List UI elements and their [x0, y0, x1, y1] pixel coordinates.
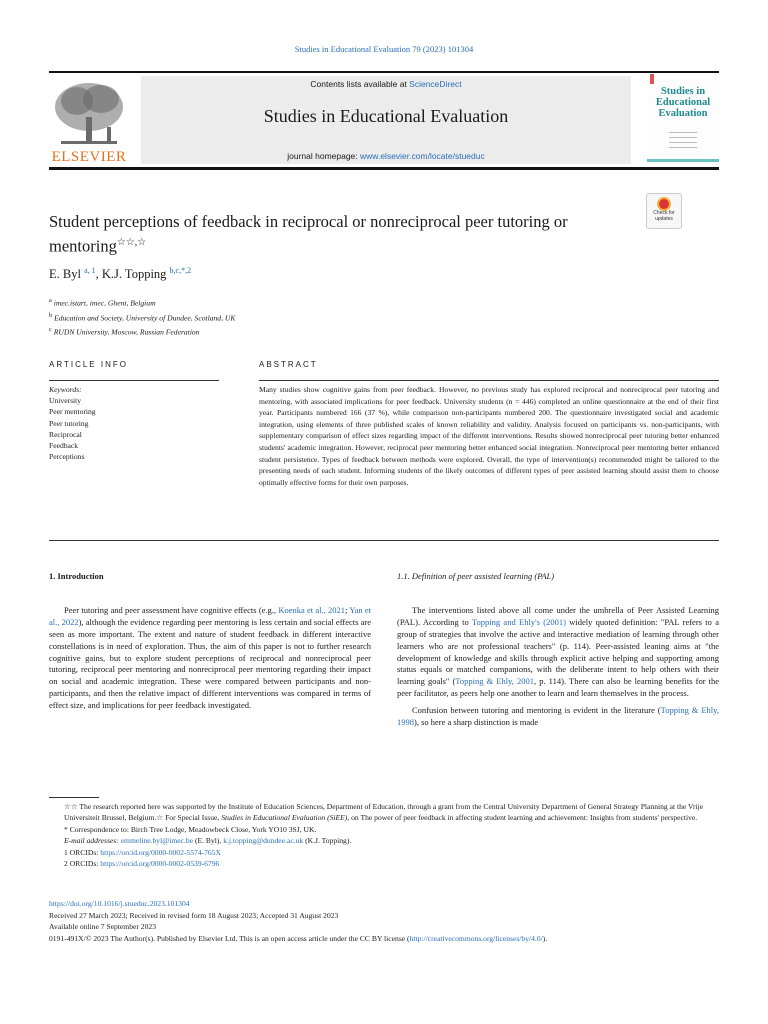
body-paragraph: The interventions listed above all come under the umbrella of Peer Assisted Learning (PAL). According to Topping and Ehly's (2001) widely quoted definition: "PAL refers to a group of strategies that involve the active and interactive mediation of learning through other learners who are not professional teachers" (p. 114). Peer-assisted leaning aims at "the development of knowledge and skills through explicit active helping and supporting among status equals or matched companions, with the deliberate intent to help others with their learning goals" (Topping & Ehly, 2001, p. 114). There can also be learning benefits for the peer facilitator, as peers help one another to learn and learn themselves in the process. [397, 604, 720, 699]
email-link[interactable]: emmeline.byl@imec.be [120, 836, 194, 846]
correspondence-footnote: * Correspondence to: Birch Tree Lodge, Meadowbeck Close, York YO10 3SJ, UK. [64, 824, 317, 834]
contents-prefix: Contents lists available at [310, 79, 410, 89]
affiliation-item: $^c$ RUDN University, Moscow, Russian Federation [49, 326, 200, 337]
license-statement: 0191-491X/© 2023 The Author(s). Published by Elsevier Ltd. This is an open access article under the CC BY license (http://creativecommons.org/licenses/by/4.0/). [49, 933, 548, 943]
orcid-footnote: 2 ORCIDs: https://orcid.org/0000-0002-0539-6796 [64, 859, 220, 869]
journal-reference[interactable]: Studies in Educational Evaluation 79 (2023) 101304 [294, 44, 474, 54]
cover-decoration [669, 132, 697, 152]
available-online-date: Available online 7 September 2023 [49, 922, 156, 931]
masthead-top-rule [49, 71, 719, 73]
journal-masthead [49, 71, 719, 169]
cover-title [647, 86, 719, 119]
body-paragraph: Confusion between tutoring and mentoring is evident in the literature (Topping & Ehly, 1998), so here a sharp distinction is made [397, 705, 719, 728]
check-updates-label: Check for updates [653, 210, 675, 222]
check-updates-icon [657, 197, 671, 211]
body-column-left [49, 571, 371, 712]
article-title [49, 211, 629, 257]
abstract-heading: ABSTRACT [259, 360, 318, 369]
keyword-item: Feedback [49, 441, 79, 451]
publisher-name: ELSEVIER [51, 149, 127, 165]
keyword-item: University [49, 396, 82, 406]
cover-title-line: Studies in [660, 86, 706, 97]
affiliation-item: $^a$ imec.istart, imec, Ghent, Belgium [49, 297, 156, 308]
cover-accent [650, 74, 654, 84]
cover-title-line: Educational [655, 97, 711, 108]
journal-homepage-link[interactable]: www.elsevier.com/locate/stueduc [360, 151, 485, 161]
article-info-heading: ARTICLE INFO [49, 360, 128, 369]
license-link[interactable]: http://creativecommons.org/licenses/by/4.0/ [409, 933, 543, 943]
abstract-bottom-rule [49, 540, 719, 541]
citation-link[interactable]: Topping & Ehly, 1998 [397, 705, 719, 728]
keywords-label: Keywords: [49, 385, 82, 394]
author-list: E. Byl $^{a, 1}$, K.J. Topping $^{b,c,*,2}$ [49, 266, 192, 282]
email-footnote: E-mail addresses: emmeline.byl@imec.be (E. Byl), k.j.topping@dundee.ac.uk (K.J. Topping). [64, 836, 352, 846]
abstract-rule [259, 380, 719, 381]
orcid-footnote: 1 ORCIDs: https://orcid.org/0000-0002-5574-765X [64, 847, 222, 857]
citation-link[interactable]: Topping & Ehly, 2001 [455, 676, 534, 687]
citation-link[interactable]: Koenka et al., 2021 [278, 604, 346, 615]
title-footnote-marks[interactable]: ☆☆,☆ [116, 237, 147, 248]
orcid-link[interactable]: https://orcid.org/0000-0002-5574-765X [100, 847, 222, 857]
section-heading-introduction: 1. Introduction [49, 571, 104, 581]
keyword-item: Peer tutoring [49, 418, 89, 428]
cover-title-line: Evaluation [658, 108, 708, 119]
author-affiliation-marks[interactable]: b,c,*,2 [169, 266, 192, 275]
body-column-right [397, 571, 719, 729]
masthead-center-panel [141, 76, 631, 164]
keywords-list [49, 384, 96, 462]
homepage-line [141, 151, 631, 161]
affiliation-list [49, 295, 235, 339]
journal-cover-thumbnail[interactable] [647, 74, 719, 162]
footnotes [49, 801, 719, 869]
article-info-rule [49, 380, 219, 381]
orcid-link[interactable]: https://orcid.org/0000-0002-0539-6796 [100, 859, 220, 869]
author-name[interactable]: E. Byl [49, 267, 81, 282]
contents-line [141, 79, 631, 89]
sciencedirect-link[interactable]: ScienceDirect [409, 79, 462, 89]
citation-link[interactable]: Yan et al., 2022 [49, 604, 372, 627]
funding-footnote: ☆☆ The research reported here was supported by the Institute of Education Sciences, Department of Education, through a grant from the Central University Department of General Strategy Planning at the Vrije Universiteit Brussel, Belgium.☆ For Special Issue, Studies in Educational Evaluation (SiEE), on The power of peer feedback in affecting student learning and achievement: Insights from students' perspective. [64, 802, 704, 823]
abstract-text: Many studies show cognitive gains from peer feedback. However, no previous study has explored reciprocal and nonreciprocal peer tutoring and mentoring, with associated implications for peer feedback. University students (n = 446) completed an online questionnaire at the end of their first year. Participants numbered 166 (37 %), while comparison non-participants numbered 200. The questionnaire investigated social and academic integration, using elements of three published scales of known reliability and validity. Analysis focused on participants vs. non-participants, with supplementary comparison of effect sizes regarding impact of the different interventions. Results showed nonreciprocal peer tutoring better enhanced students' academic integration. However, reciprocal peer mentoring better enhanced social integration. Nonreciprocal peer mentoring better enhanced student persistence. Types of feedback between methods were explored. Overall, the type of intervention(s) recommended might be tailored to the presenting needs of each student. Informing students of the likely outcomes of different types of peer assisted learning should assist them to choose optimally effective forms for their own purposes. [259, 385, 719, 487]
keyword-item: Peer mentoring [49, 407, 96, 417]
homepage-prefix: journal homepage: [287, 151, 361, 161]
article-title-text: Student perceptions of feedback in reciprocal or nonreciprocal peer tutoring or mentoring [49, 212, 568, 256]
journal-title: Studies in Educational Evaluation [263, 106, 509, 126]
subsection-heading-pal-definition: 1.1. Definition of peer assisted learning (PAL) [397, 571, 555, 581]
body-paragraph: Peer tutoring and peer assessment have cognitive effects (e.g., Koenka et al., 2021; Yan et al., 2022), although the evidence regarding peer mentoring is less certain and social effects are seen as more important. The extent and nature of student feedback in different interactive constellations is in need of exploration. Thus, the aim of this paper is not to further research cognitive gains, but to explore student perceptions of reciprocal and nonreciprocal peer tutoring, reciprocal peer mentoring and nonreciprocal peer mentoring regarding their impact on social and academic integration. These were compared between participants and non-participants, and then the relative impact of different interventions was compared in terms of effect size, and implications for peer feedback investigated. [49, 604, 372, 711]
keyword-item: Reciprocal [49, 429, 82, 439]
publication-info [49, 898, 729, 944]
citation-link[interactable]: Topping and Ehly's (2001) [471, 616, 566, 627]
doi-link[interactable]: https://doi.org/10.1016/j.stueduc.2023.101304 [49, 899, 190, 908]
affiliation-item: $^b$ Education and Society, University of Dundee, Scotland, UK [49, 311, 236, 323]
keyword-item: Perceptions [49, 452, 85, 462]
check-for-updates-button[interactable] [646, 193, 682, 229]
email-link[interactable]: k.j.topping@dundee.ac.uk [223, 836, 304, 846]
footnote-rule [49, 797, 99, 798]
author-affiliation-marks[interactable]: a, 1 [84, 266, 96, 275]
masthead-bottom-rule [49, 167, 719, 170]
author-name[interactable]: K.J. Topping [101, 267, 167, 282]
cover-bottom-band [647, 159, 719, 162]
received-dates: Received 27 March 2023; Received in revised form 18 August 2023; Accepted 31 August 2023 [49, 910, 339, 920]
